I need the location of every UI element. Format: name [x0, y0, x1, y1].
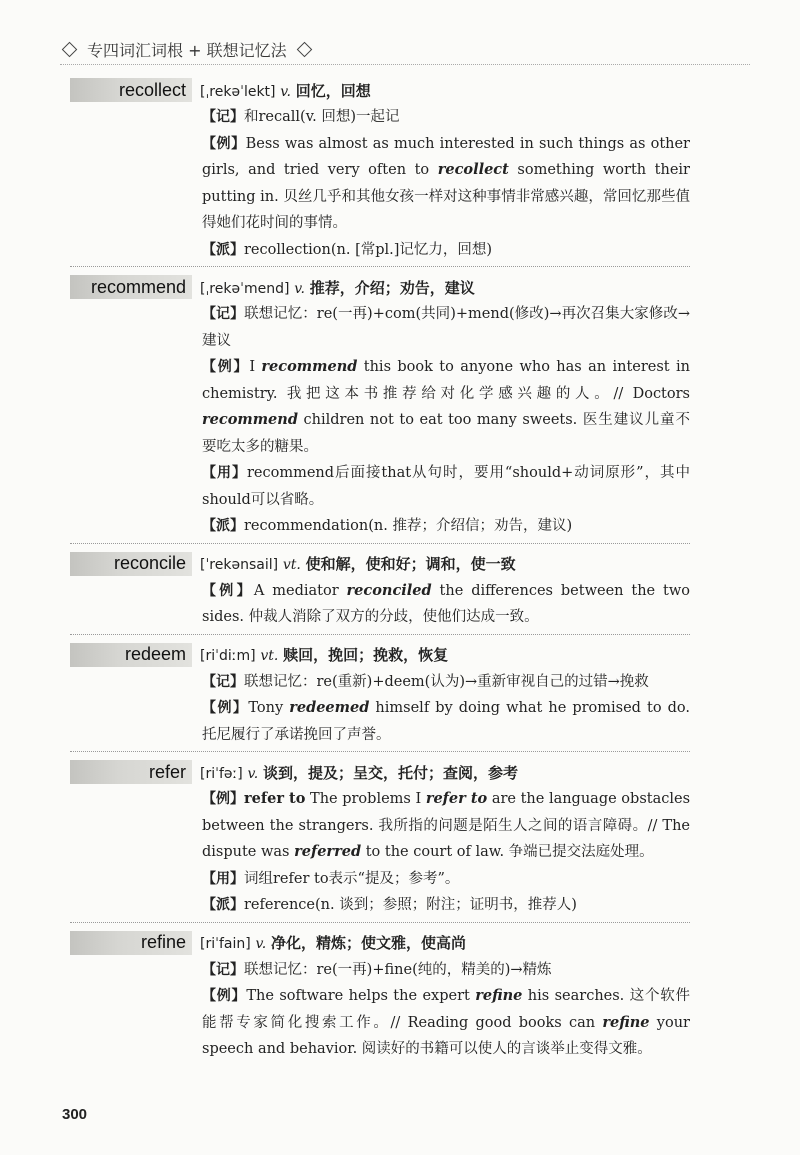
entry-reconcile [0, 550, 800, 635]
derivative-line [202, 892, 690, 919]
example-text: the differences between the two sides. 仲裁人消除了双方的分歧，使他们达成一致。 [202, 582, 691, 625]
mnemonic-tag: 【记】 [202, 306, 245, 322]
example-text: children not to eat too many sweets. 医生建议儿童不要吃太多的糖果。 [202, 412, 690, 455]
entry-body [202, 104, 690, 263]
example-text: himself by doing what he promised to do. 托尼履行了承诺挽回了声誉。 [202, 700, 690, 743]
example-text: this book to anyone who has an interest in chemistry. 我把这本书推荐给对化学感兴趣的人。// Doctors [202, 359, 690, 402]
entry-divider [70, 543, 690, 544]
example-line [202, 131, 690, 237]
headword: recollect [70, 78, 192, 102]
mnemonic-tag: 【记】 [202, 109, 244, 125]
example-line [202, 578, 690, 631]
example-text: The software helps the expert [246, 988, 476, 1004]
entry-redeem [0, 641, 800, 753]
page-header [60, 36, 750, 62]
derivative-text: reference(n. 谈到；参照；附注；证明书，推荐人) [244, 897, 577, 913]
mnemonic-text: 联想记忆：re(重新)+deem(认为)→重新审视自己的过错→挽救 [244, 673, 649, 690]
meaning: 谈到，提及；呈交，托付；查阅，参考 [262, 763, 518, 782]
derivative-text: recollection(n. [常pl.]记忆力，回想) [244, 241, 493, 258]
headword: reconcile [70, 552, 192, 576]
headword-info [200, 644, 448, 665]
example-text: his searches. 这个软件能帮专家简化搜索工作。// Reading good books can [202, 988, 691, 1031]
example-tag: 【例】 [202, 359, 250, 375]
example-text: are the language obstacles between the strangers. 我所指的问题是陌生人之间的语言障碍。// The dispute was [202, 791, 691, 860]
derivative-line [202, 237, 690, 264]
example-keyword: recommend [202, 411, 298, 428]
headword: redeem [70, 643, 192, 667]
headword-info [200, 932, 466, 953]
mnemonic-line [202, 104, 690, 131]
entry-body [202, 301, 690, 540]
example-tag: 【例】 [202, 135, 246, 152]
headword-info [200, 762, 518, 783]
headword: refine [70, 931, 192, 955]
derivative-tag: 【派】 [202, 897, 244, 913]
example-keyword: reconciled [346, 581, 432, 599]
entry-divider [70, 266, 690, 267]
part-of-speech: vt. [260, 648, 279, 664]
example-keyword: recommend [261, 358, 358, 375]
entry-list [0, 76, 800, 1063]
example-text: I [249, 359, 262, 375]
entry-body [202, 957, 690, 1063]
example-tag: 【例】 [202, 791, 245, 807]
example-keyword: refine [475, 987, 523, 1004]
example-tag: 【例】 [202, 988, 247, 1004]
example-keyword: refer to [425, 790, 488, 807]
part-of-speech: v. [255, 936, 267, 952]
example-line [202, 695, 690, 748]
example-line [202, 786, 690, 866]
usage-tag: 【用】 [202, 465, 247, 481]
diamond-icon [62, 41, 78, 57]
headword-info [200, 80, 371, 101]
mnemonic-text: 联想记忆：re(一再)+com(共同)+mend(修改)→再次召集大家修改→建议 [202, 306, 690, 349]
example-keyword: recollect [437, 161, 509, 178]
headword: recommend [70, 275, 192, 299]
example-text: Bess was almost as much interested in such things as other girls, and tried very often to [202, 135, 690, 178]
mnemonic-tag: 【记】 [202, 673, 244, 690]
mnemonic-line [202, 669, 690, 696]
example-line [202, 983, 690, 1063]
usage-line [202, 866, 690, 893]
entry-body [202, 786, 690, 919]
part-of-speech: vt. [282, 557, 301, 573]
phonetic: [riˈfain] [200, 936, 251, 952]
example-text: The problems I [305, 791, 426, 807]
headword: refer [70, 760, 192, 784]
page-number: 300 [62, 1106, 88, 1123]
phonetic: [riˈfəː] [200, 765, 243, 782]
example-tag: 【例】 [202, 700, 249, 716]
example-line [202, 354, 690, 460]
diamond-icon [296, 41, 312, 57]
example-tag: 【例】 [202, 582, 254, 599]
example-text: something worth their putting in. 贝丝几乎和其他女孩一样对这种事情非常感兴趣，常回忆那些值得她们花时间的事情。 [202, 162, 690, 231]
usage-tag: 【用】 [202, 870, 244, 887]
example-text: to the court of law. 争端已提交法庭处理。 [361, 844, 654, 860]
example-keyword: referred [294, 843, 362, 860]
phonetic: [ˌrekəˈlekt] [200, 83, 276, 100]
derivative-text: recommendation(n. 推荐；介绍信；劝告，建议) [244, 518, 573, 534]
entry-recommend [0, 273, 800, 544]
entry-body [202, 578, 690, 631]
entry-refer [0, 758, 800, 923]
example-keyword: redeemed [289, 699, 370, 716]
page-header-title: 专四词汇词根 + 联想记忆法 [87, 40, 287, 60]
entry-recollect [0, 76, 800, 267]
example-text: A mediator [253, 582, 347, 599]
entry-body [202, 669, 690, 749]
mnemonic-text: 联想记忆：re(一再)+fine(纯的，精美的)→精炼 [244, 961, 552, 978]
mnemonic-tag: 【记】 [202, 961, 244, 978]
usage-line [202, 460, 690, 513]
part-of-speech: v. [294, 280, 305, 297]
part-of-speech: v. [280, 83, 291, 100]
entry-divider [70, 634, 690, 635]
derivative-tag: 【派】 [202, 518, 244, 534]
derivative-tag: 【派】 [202, 241, 244, 258]
phonetic: [ˌrekəˈmend] [200, 280, 290, 297]
example-text: Tony [248, 700, 290, 716]
example-keyword: refine [602, 1013, 650, 1031]
mnemonic-line [202, 301, 690, 354]
derivative-line [202, 513, 690, 540]
phonetic: [ˈrekənsail] [200, 557, 279, 573]
part-of-speech: v. [247, 765, 259, 782]
example-text: your speech and behavior. 阅读好的书籍可以使人的言谈举止变得文雅。 [202, 1014, 690, 1057]
header-divider [60, 64, 750, 65]
entry-divider [70, 922, 690, 923]
example-phrase: refer to [244, 790, 306, 807]
meaning: 推荐，介绍；劝告，建议 [309, 278, 475, 297]
headword-info [200, 277, 475, 298]
mnemonic-line [202, 957, 690, 984]
phonetic: [riˈdiːm] [200, 648, 256, 664]
mnemonic-text: 和recall(v. 回想)一起记 [244, 109, 400, 125]
entry-divider [70, 751, 690, 752]
meaning: 回忆，回想 [295, 81, 371, 100]
usage-text: recommend后面接that从句时，要用“should+动词原形”，其中should可以省略。 [202, 465, 691, 508]
headword-info [200, 553, 516, 574]
meaning: 净化，精炼；使文雅，使高尚 [270, 934, 466, 952]
meaning: 赎回，挽回；挽救，恢复 [283, 646, 449, 664]
meaning: 使和解，使和好；调和，使一致 [305, 555, 516, 573]
entry-refine [0, 929, 800, 1063]
usage-text: 词组refer to表示“提及；参考”。 [244, 870, 460, 887]
